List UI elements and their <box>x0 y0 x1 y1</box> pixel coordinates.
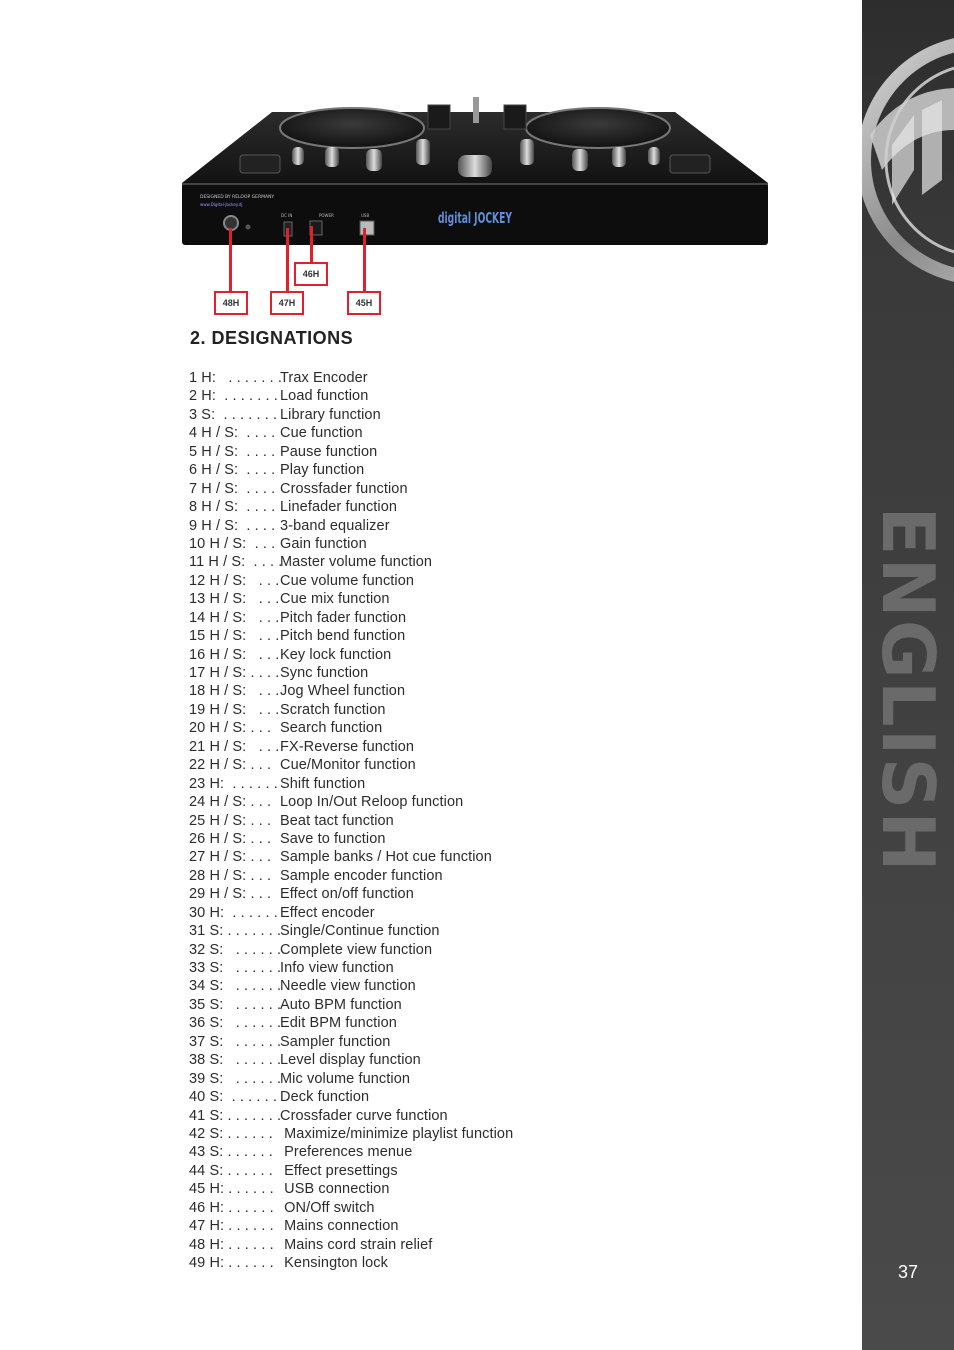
designation-function: Sample banks / Hot cue function <box>280 849 492 866</box>
rear-url-text: www.Digital-Jockey.dj <box>200 202 243 207</box>
designation-function: Sync function <box>280 665 369 681</box>
designation-function: Effect presettings <box>280 1162 398 1179</box>
designation-number: 27 H / S: . . . <box>189 849 272 866</box>
designations-list <box>189 369 514 1272</box>
designation-number: 5 H / S: . . . . <box>189 443 276 460</box>
brand-logo: digital JOCKEY <box>438 209 513 227</box>
designation-function: Complete view function <box>280 941 433 958</box>
designation-number: 9 H / S: . . . . <box>189 517 276 534</box>
designation-function: Play function <box>280 462 365 479</box>
list-item <box>189 646 392 664</box>
designation-number: 16 H / S: . . . <box>189 646 280 663</box>
list-item <box>189 387 369 405</box>
list-item <box>189 738 415 756</box>
power-label: POWER <box>319 213 334 218</box>
designation-number: 2 H: . . . . . . . <box>189 388 278 405</box>
callout-line-46h <box>310 226 313 262</box>
designation-function: Save to function <box>280 830 386 847</box>
list-item <box>189 572 415 590</box>
usb-label: USB <box>361 213 370 218</box>
list-item <box>189 406 381 424</box>
designation-number: 43 S: . . . . . . <box>189 1144 273 1161</box>
list-item <box>189 1254 388 1272</box>
designation-number: 1 H: . . . . . . . <box>189 370 283 386</box>
designation-function: Crossfader function <box>280 480 408 497</box>
list-item <box>189 941 433 959</box>
designation-function: Jog Wheel function <box>280 683 406 700</box>
designation-function: Needle view function <box>280 978 416 995</box>
designation-function: Loop In/Out Reloop function <box>280 794 464 811</box>
designation-number: 29 H / S: . . . <box>189 886 272 903</box>
designation-function: Pitch bend function <box>280 628 406 645</box>
designation-number: 39 S: . . . . . . <box>189 1070 282 1087</box>
designation-number: 49 H: . . . . . . <box>189 1255 274 1271</box>
designation-function: Master volume function <box>280 554 433 571</box>
designation-function: Cue function <box>280 425 363 442</box>
callout-line-45h <box>363 228 366 292</box>
designation-number: 28 H / S: . . . <box>189 867 272 884</box>
designation-function: Sample encoder function <box>280 867 443 884</box>
designation-number: 11 H / S: . . . . <box>189 554 283 571</box>
designation-function: Effect encoder <box>280 904 375 921</box>
list-item <box>189 664 369 682</box>
list-item <box>189 775 366 793</box>
designation-function: Level display function <box>280 1052 421 1069</box>
designation-function: Edit BPM function <box>280 1015 397 1032</box>
list-item <box>189 1217 399 1235</box>
callout-45h: 45H <box>347 291 381 315</box>
designation-function: Crossfader curve function <box>280 1107 448 1124</box>
designation-number: 26 H / S: . . . <box>189 830 272 847</box>
designation-function: Search function <box>280 720 383 737</box>
designation-number: 45 H: . . . . . . <box>189 1181 274 1198</box>
list-item <box>189 1143 413 1161</box>
list-item <box>189 1033 391 1051</box>
list-item <box>189 1070 411 1088</box>
designation-number: 10 H / S: . . . <box>189 535 276 552</box>
list-item <box>189 590 390 608</box>
designation-number: 36 S: . . . . . . <box>189 1015 282 1032</box>
list-item <box>189 922 440 940</box>
list-item <box>189 553 433 571</box>
designation-function: Cue mix function <box>280 591 390 608</box>
designation-number: 42 S: . . . . . . <box>189 1125 273 1142</box>
designation-function: Mains connection <box>280 1218 399 1235</box>
list-item <box>189 793 464 811</box>
controller-rear-image <box>180 95 770 247</box>
callout-line-48h <box>229 228 232 292</box>
list-item <box>189 1014 397 1032</box>
designation-number: 15 H / S: . . . <box>189 628 280 645</box>
list-item <box>189 848 492 866</box>
designation-number: 25 H / S: . . . <box>189 812 272 829</box>
designation-number: 8 H / S: . . . . <box>189 499 276 516</box>
designation-function: Shift function <box>280 775 366 792</box>
list-item <box>189 996 402 1014</box>
list-item <box>189 1180 390 1198</box>
designation-function: Effect on/off function <box>280 886 414 903</box>
designation-number: 31 S: . . . . . . . <box>189 923 282 940</box>
designation-function: 3-band equalizer <box>280 517 390 534</box>
designation-function: FX-Reverse function <box>280 738 415 755</box>
designation-number: 14 H / S: . . . <box>189 609 280 626</box>
designation-function: Kensington lock <box>280 1255 388 1271</box>
list-item <box>189 830 386 848</box>
designation-function: Gain function <box>280 535 367 552</box>
list-item <box>189 1199 375 1217</box>
callout-48h: 48H <box>214 291 248 315</box>
designation-function: Trax Encoder <box>280 370 368 386</box>
designation-function: Library function <box>280 406 381 423</box>
list-item <box>189 480 408 498</box>
designation-function: Maximize/minimize playlist function <box>280 1125 514 1142</box>
designation-number: 17 H / S: . . . . <box>189 665 280 681</box>
designation-number: 23 H: . . . . . . <box>189 775 278 792</box>
page-number: 37 <box>897 1262 919 1282</box>
designation-function: Single/Continue function <box>280 923 440 940</box>
callout-47h: 47H <box>270 291 304 315</box>
list-item <box>189 1051 421 1069</box>
designation-function: Info view function <box>280 960 394 976</box>
list-item <box>189 1107 448 1125</box>
designation-number: 44 S: . . . . . . <box>189 1162 273 1179</box>
designation-number: 34 S: . . . . . . <box>189 978 282 995</box>
designation-function: Sampler function <box>280 1033 391 1050</box>
designation-function: Cue/Monitor function <box>280 757 416 774</box>
designation-number: 12 H / S: . . . <box>189 572 280 589</box>
list-item <box>189 719 383 737</box>
designation-number: 48 H: . . . . . . <box>189 1236 274 1253</box>
designation-number: 37 S: . . . . . . <box>189 1033 282 1050</box>
language-label: ENGLISH <box>866 506 950 874</box>
list-item <box>189 701 386 719</box>
section-heading: 2. DESIGNATIONS <box>190 328 354 348</box>
designation-function: Pitch fader function <box>280 609 407 626</box>
brand-emblem-icon <box>862 30 954 290</box>
list-item <box>189 1236 433 1254</box>
designation-number: 47 H: . . . . . . <box>189 1218 274 1235</box>
designation-function: Auto BPM function <box>280 996 402 1013</box>
designation-number: 13 H / S: . . . <box>189 591 280 608</box>
list-item <box>189 461 365 479</box>
designation-number: 38 S: . . . . . . <box>189 1052 282 1069</box>
designation-number: 33 S: . . . . . . <box>189 960 282 976</box>
designation-number: 40 S: . . . . . . <box>189 1089 278 1106</box>
designation-number: 6 H / S: . . . . <box>189 462 276 479</box>
designation-number: 30 H: . . . . . . <box>189 904 278 921</box>
designation-number: 3 S: . . . . . . . <box>189 406 278 423</box>
callout-line-47h <box>286 228 289 292</box>
list-item <box>189 627 406 645</box>
designation-number: 46 H: . . . . . . <box>189 1199 274 1216</box>
list-item <box>189 1162 398 1180</box>
list-item <box>189 682 406 700</box>
list-item <box>189 517 390 535</box>
designation-function: Beat tact function <box>280 812 394 829</box>
designation-function: Mic volume function <box>280 1070 411 1087</box>
list-item <box>189 443 378 461</box>
list-item <box>189 885 414 903</box>
designation-number: 4 H / S: . . . . <box>189 425 276 442</box>
designation-function: Pause function <box>280 443 378 460</box>
list-item <box>189 1125 514 1143</box>
designation-number: 7 H / S: . . . . <box>189 480 276 497</box>
list-item <box>189 498 398 516</box>
designation-number: 19 H / S: . . . <box>189 701 280 718</box>
designation-function: Preferences menue <box>280 1144 413 1161</box>
list-item <box>189 535 367 553</box>
designation-function: Scratch function <box>280 701 386 718</box>
rear-designer-text: DESIGNED BY RELOOP GERMANY <box>200 195 275 200</box>
designation-function: ON/Off switch <box>280 1199 375 1216</box>
language-sidebar <box>862 0 954 1350</box>
designation-function: Key lock function <box>280 646 392 663</box>
designation-number: 22 H / S: . . . <box>189 757 272 774</box>
list-item <box>189 369 368 387</box>
dc-in-label: DC IN <box>281 213 293 218</box>
designation-number: 24 H / S: . . . <box>189 794 272 811</box>
designation-function: Cue volume function <box>280 572 415 589</box>
designation-function: Deck function <box>280 1089 370 1106</box>
designation-number: 18 H / S: . . . <box>189 683 280 700</box>
designation-number: 41 S: . . . . . . . <box>189 1107 282 1124</box>
list-item <box>189 867 443 885</box>
designation-function: Load function <box>280 388 369 405</box>
callout-46h: 46H <box>294 262 328 286</box>
designation-number: 35 S: . . . . . . <box>189 996 282 1013</box>
designation-number: 21 H / S: . . . <box>189 738 280 755</box>
designation-number: 20 H / S: . . . <box>189 720 272 737</box>
designation-function: Mains cord strain relief <box>280 1236 433 1253</box>
designation-function: USB connection <box>280 1181 390 1198</box>
list-item <box>189 812 394 830</box>
designation-function: Linefader function <box>280 499 398 516</box>
list-item <box>189 609 407 627</box>
list-item <box>189 756 416 774</box>
designation-number: 32 S: . . . . . . <box>189 941 282 958</box>
list-item <box>189 959 394 977</box>
list-item <box>189 424 363 442</box>
list-item <box>189 904 375 922</box>
list-item <box>189 977 416 995</box>
list-item <box>189 1088 370 1106</box>
